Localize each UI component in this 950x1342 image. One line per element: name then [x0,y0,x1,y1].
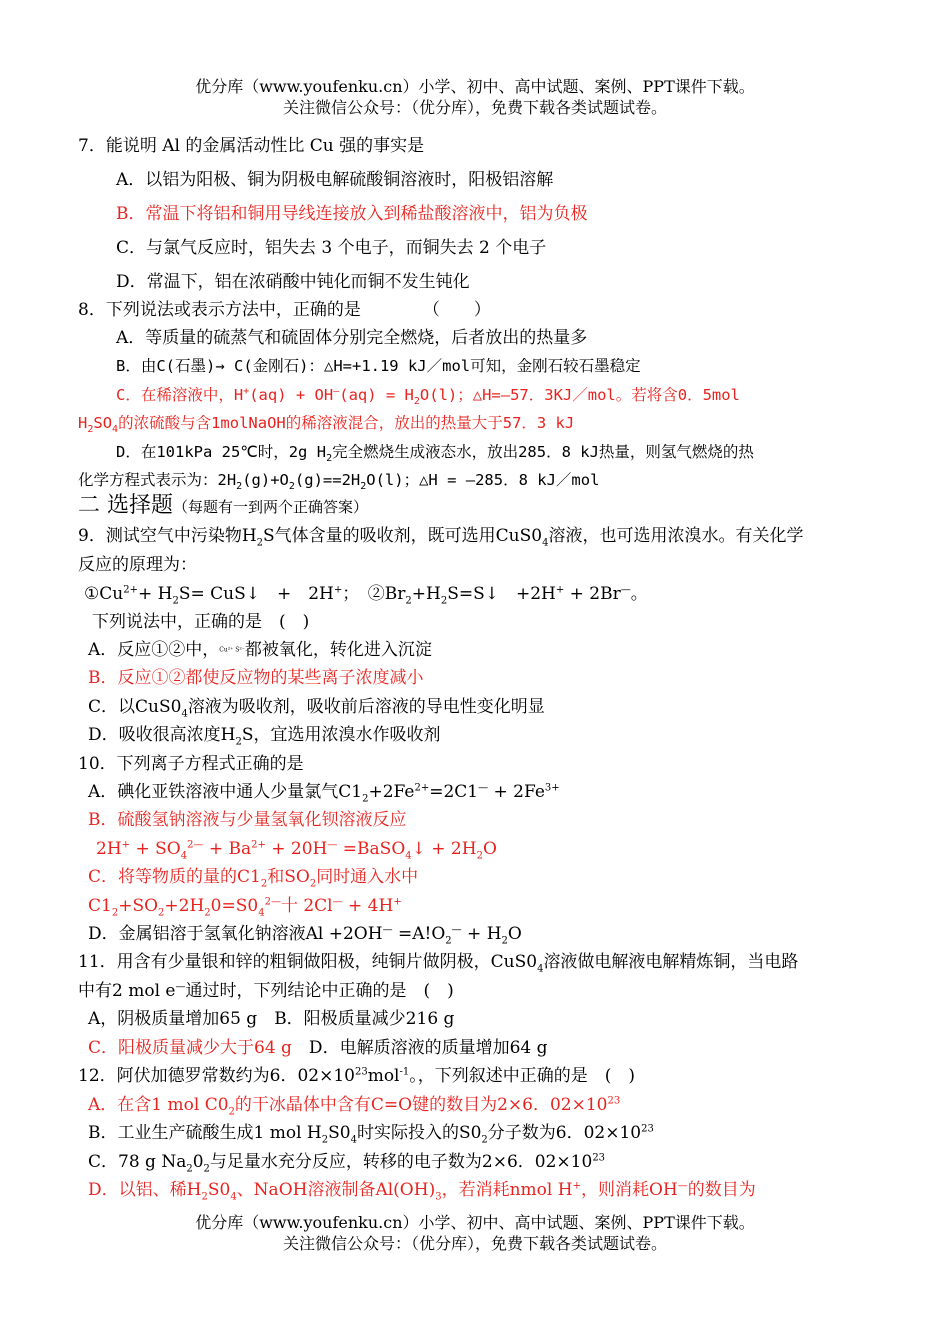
q10-option-d: D．金属铝溶于氢氧化钠溶液$Al +2OH^— =A!O_2^— + H_2O$ [88,924,522,947]
footer-line-2: 关注微信公众号：（优分库），免费下载各类试题试卷。 [282,1234,667,1253]
q11-stem-line2: 中有2 mol e—通过时，下列结论中正确的是 ( ) [78,981,454,1001]
q7-option-c: C．与氯气反应时，铝失去 3 个电子，而铜失去 2 个电子 [116,238,547,258]
header-line-2: 关注微信公众号：（优分库），免费下载各类试题试卷。 [282,98,667,117]
q9-option-b: B．反应①②都使反应物的某些离子浓度减小 [88,668,424,688]
q10-option-a: A．碘化亚铁溶液中通人少量氯气$C1_2+2Fe^{2+}=2C1^— + 2Fe^{3+}$ [88,782,560,805]
q10-option-b: B．硫酸氢钠溶液与少量氢氧化钡溶液反应 [88,810,407,830]
header-line-1: 优分库（www.youfenku.cn）小学、初中、高中试题、案例、PPT课件下载。 [195,77,755,96]
q10-stem: 10．下列离子方程式正确的是 [78,754,304,774]
q9-option-d: D．吸收很高浓度$H_2S$，宜选用浓溴水作吸收剂 [88,725,441,748]
q8-option-c-line2: $H_2SO_4$的浓硫酸与含1molNaOH的稀溶液混合，放出的热量大于57．3 kJ [78,414,575,436]
footer-line-1: 优分库（www.youfenku.cn）小学、初中、高中试题、案例、PPT课件下载。 [195,1213,755,1232]
q10-option-c: C．将等物质的量的$C1_2$和$SO_2$同时通入水中 [88,867,419,890]
q7-option-d: D．常温下，铝在浓硝酸中钝化而铜不发生钝化 [116,272,470,292]
q8-option-d-line1: D．在101kPa 25℃时，2g $H_2$完全燃烧生成液态水，放出285．8 kJ热量，则氢气燃烧的热 [116,443,754,465]
q9-stem-line1: 9．测试空气中污染物$H_2S$气体含量的吸收剂，既可选用$CuS0_4$溶液，也可选用浓溴水。有关化学 [78,526,804,549]
q12-option-c: C．78 g $Na_20_2$与足量水充分反应，转移的电子数为2×6．$02\times 10^{23}$ [88,1152,606,1175]
q7-stem: 7．能说明 Al 的金属活动性比 Cu 强的事实是 [78,136,425,156]
q12-option-a: A．在含1 mol $C0_2$的干冰晶体中含有C=O键的数目为2×6．$02\times 10^{23}$ [88,1095,621,1118]
q9-substem: 下列说法中，正确的是 ( ) [92,612,310,632]
q12-option-d: D．以铝、稀$H_2S0_4$、NaOH溶液制备$Al(OH)_3$，若消耗nmol H+，则消耗OH—的数目为 [88,1180,756,1203]
q8-option-a: A．等质量的硫蒸气和硫固体分别完全燃烧，后者放出的热量多 [116,328,588,348]
q12-option-b: B．工业生产硫酸生成1 mol $H_2S0_4$时实际投入的$S0_2$分子数为6．$02\times 10^{23}$ [88,1123,654,1146]
q10-option-b-equation: $2H^+ + SO_4^{2—} + Ba^{2+} + 20H^—$ =BaSO$_4$↓ + $2H_2O$ [96,839,497,862]
q12-stem: 12．阿伏加德罗常数约为6．$02\times 10^{23}mol^{-1}$。，下列叙述中正确的是 ( ) [78,1066,636,1086]
q9-equations: $①Cu^{2+}+ H_2S=$ CuS↓ + 2H+； $②Br_2+H_2S=S↓$ +2H+ + 2Br—。 [84,584,648,607]
section-2-title: 二 选择题（每题有一到两个正确答案） [78,493,369,518]
q7-option-b: B．常温下将铝和铜用导线连接放入到稀盐酸溶液中，铝为负极 [116,204,588,224]
q11-stem-line1: 11．用含有少量银和锌的粗铜做阳极，纯铜片做阴极，$CuS0_4$溶液做电解液电解精炼铜，当电路 [78,952,799,975]
q11-options-cd: C．阳极质量减少大于64 g D．电解质溶液的质量增加64 g [88,1038,548,1058]
q9-option-c: C．以$CuS0_4$溶液为吸收剂，吸收前后溶液的导电性变化明显 [88,697,545,720]
q9-option-a: A．反应①②中，Cu²⁺ S²⁻都被氧化，转化进入沉淀 [88,640,432,660]
q10-option-c-equation: $C1_2+SO_2+2H_20=S0_4^{2—}$十 2Cl— + 4H+ [88,896,402,919]
q7-option-a: A．以铝为阳极、铜为阴极电解硫酸铜溶液时，阳极铝溶解 [116,170,554,190]
q8-stem: 8．下列说法或表示方法中，正确的是 （ ） [78,300,491,320]
q8-option-c-line1: C．在稀溶液中，$H^+(aq) + OH^—(aq) = H_2O(l)$；△H=—57．3KJ／mol。若将含0．5mol [116,385,740,408]
q9-stem-line2: 反应的原理为： [78,555,197,575]
q8-option-b: B．由C(石墨)→ C(金刚石)：△H=+1.19 kJ／mol可知，金刚石较石墨稳定 [116,357,641,375]
q8-option-d-line2: 化学方程式表示为：$2H_2(g)+O_2(g)==2H_2O(l)$；△H = —285．8 kJ／mol [78,471,600,493]
q11-options-ab: A，阴极质量增加65 g B．阳极质量减少216 g [88,1009,455,1029]
